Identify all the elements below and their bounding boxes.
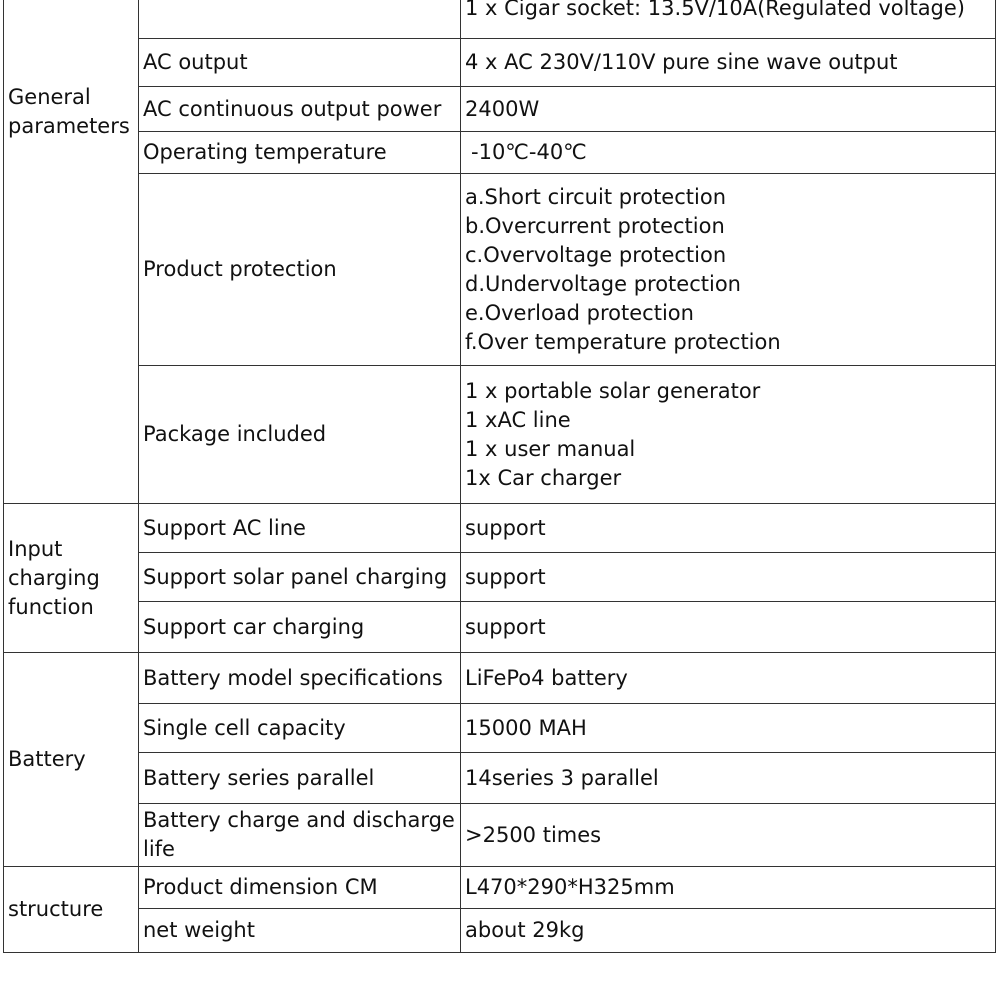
- param-name-cell: [139, 909, 461, 953]
- param-value-cell: [461, 366, 996, 504]
- param-value: 1 x Cigar socket: 13.5V/10A(Regulated voltage): [465, 0, 966, 20]
- param-value-cell: [461, 174, 996, 366]
- protection-item: d.Undervoltage protection: [465, 271, 741, 296]
- category-label: Battery: [8, 747, 86, 771]
- category-label: function: [8, 594, 94, 619]
- table-row: [4, 87, 996, 132]
- param-name: Operating temperature: [143, 140, 387, 164]
- param-name-cell: [139, 753, 461, 804]
- param-name: Support car charging: [143, 614, 365, 639]
- param-name: life: [143, 837, 175, 861]
- table-row: [4, 39, 996, 87]
- table-row: [4, 132, 996, 174]
- param-name-cell: [139, 366, 461, 504]
- param-name: Product protection: [143, 257, 337, 281]
- protection-item: e.Overload protection: [465, 300, 694, 325]
- param-name-cell: [139, 602, 461, 653]
- category-cell: [4, 867, 139, 953]
- param-value-cell: [461, 653, 996, 704]
- table-row: [4, 553, 996, 602]
- param-value-cell: [461, 704, 996, 753]
- param-name: Support solar panel charging: [143, 564, 448, 589]
- table-row: [4, 704, 996, 753]
- param-name-cell: [139, 553, 461, 602]
- param-value-cell: [461, 553, 996, 602]
- category-cell: [4, 0, 139, 504]
- param-value-cell: [461, 602, 996, 653]
- table-row: [4, 653, 996, 704]
- table-row: [4, 753, 996, 804]
- table-row: [4, 0, 996, 39]
- param-name-cell: [139, 174, 461, 366]
- param-name: Package included: [143, 422, 327, 446]
- param-name: AC output: [143, 50, 248, 74]
- protection-item: b.Overcurrent protection: [465, 213, 725, 238]
- table-row: [4, 366, 996, 504]
- param-value: support: [465, 614, 546, 639]
- param-name: Battery series parallel: [143, 765, 375, 790]
- param-value: 15000 MAH: [465, 715, 587, 740]
- param-name-cell: [139, 504, 461, 553]
- param-value: 2400W: [465, 96, 540, 121]
- param-name-cell: [139, 704, 461, 753]
- table-row: [4, 174, 996, 366]
- table-row: [4, 602, 996, 653]
- param-value: 4 x AC 230V/110V pure sine wave output: [465, 50, 898, 74]
- package-item: 1 xAC line: [465, 407, 571, 432]
- param-value-cell: [461, 132, 996, 174]
- spec-table: [3, 0, 996, 953]
- param-value: 14series 3 parallel: [465, 765, 659, 790]
- param-value-cell: [461, 39, 996, 87]
- table-row: [4, 867, 996, 909]
- param-name: net weight: [143, 918, 255, 942]
- param-value: L470*290*H325mm: [465, 875, 675, 899]
- param-value-cell: [461, 0, 996, 39]
- param-value-cell: [461, 504, 996, 553]
- category-cell: [4, 504, 139, 653]
- param-name-cell: [139, 87, 461, 132]
- param-name-cell: [139, 132, 461, 174]
- param-name: Product dimension CM: [143, 875, 378, 899]
- param-value: -10℃-40℃: [471, 140, 587, 164]
- param-value-cell: [461, 909, 996, 953]
- protection-item: c.Overvoltage protection: [465, 242, 727, 267]
- param-name-cell: [139, 867, 461, 909]
- param-name: AC continuous output power: [143, 96, 442, 121]
- protection-item: f.Over temperature protection: [465, 329, 781, 354]
- category-label: charging: [8, 565, 100, 590]
- param-value: LiFePo4 battery: [465, 665, 628, 690]
- param-name-cell: [139, 804, 461, 867]
- param-name: Battery charge and discharge: [143, 808, 455, 832]
- param-value-cell: [461, 804, 996, 867]
- category-label: structure: [8, 897, 104, 921]
- category-cell: [4, 653, 139, 867]
- param-value: about 29kg: [465, 918, 585, 942]
- param-name: Battery model specifications: [143, 665, 443, 690]
- param-value: support: [465, 515, 546, 540]
- param-name-cell: [139, 0, 461, 39]
- param-value-cell: [461, 867, 996, 909]
- param-name: Single cell capacity: [143, 715, 346, 740]
- param-value: >2500 times: [465, 822, 602, 847]
- package-item: 1x Car charger: [465, 465, 622, 490]
- param-name-cell: [139, 39, 461, 87]
- param-value: support: [465, 564, 546, 589]
- category-label: General parameters: [8, 85, 130, 138]
- package-item: 1 x portable solar generator: [465, 378, 761, 403]
- table-row: [4, 804, 996, 867]
- package-item: 1 x user manual: [465, 436, 636, 461]
- category-label: Input: [8, 536, 63, 561]
- table-row: [4, 504, 996, 553]
- param-name-cell: [139, 653, 461, 704]
- table-row: [4, 909, 996, 953]
- param-value-cell: [461, 753, 996, 804]
- protection-item: a.Short circuit protection: [465, 184, 727, 209]
- param-name: Support AC line: [143, 515, 306, 540]
- param-value-cell: [461, 87, 996, 132]
